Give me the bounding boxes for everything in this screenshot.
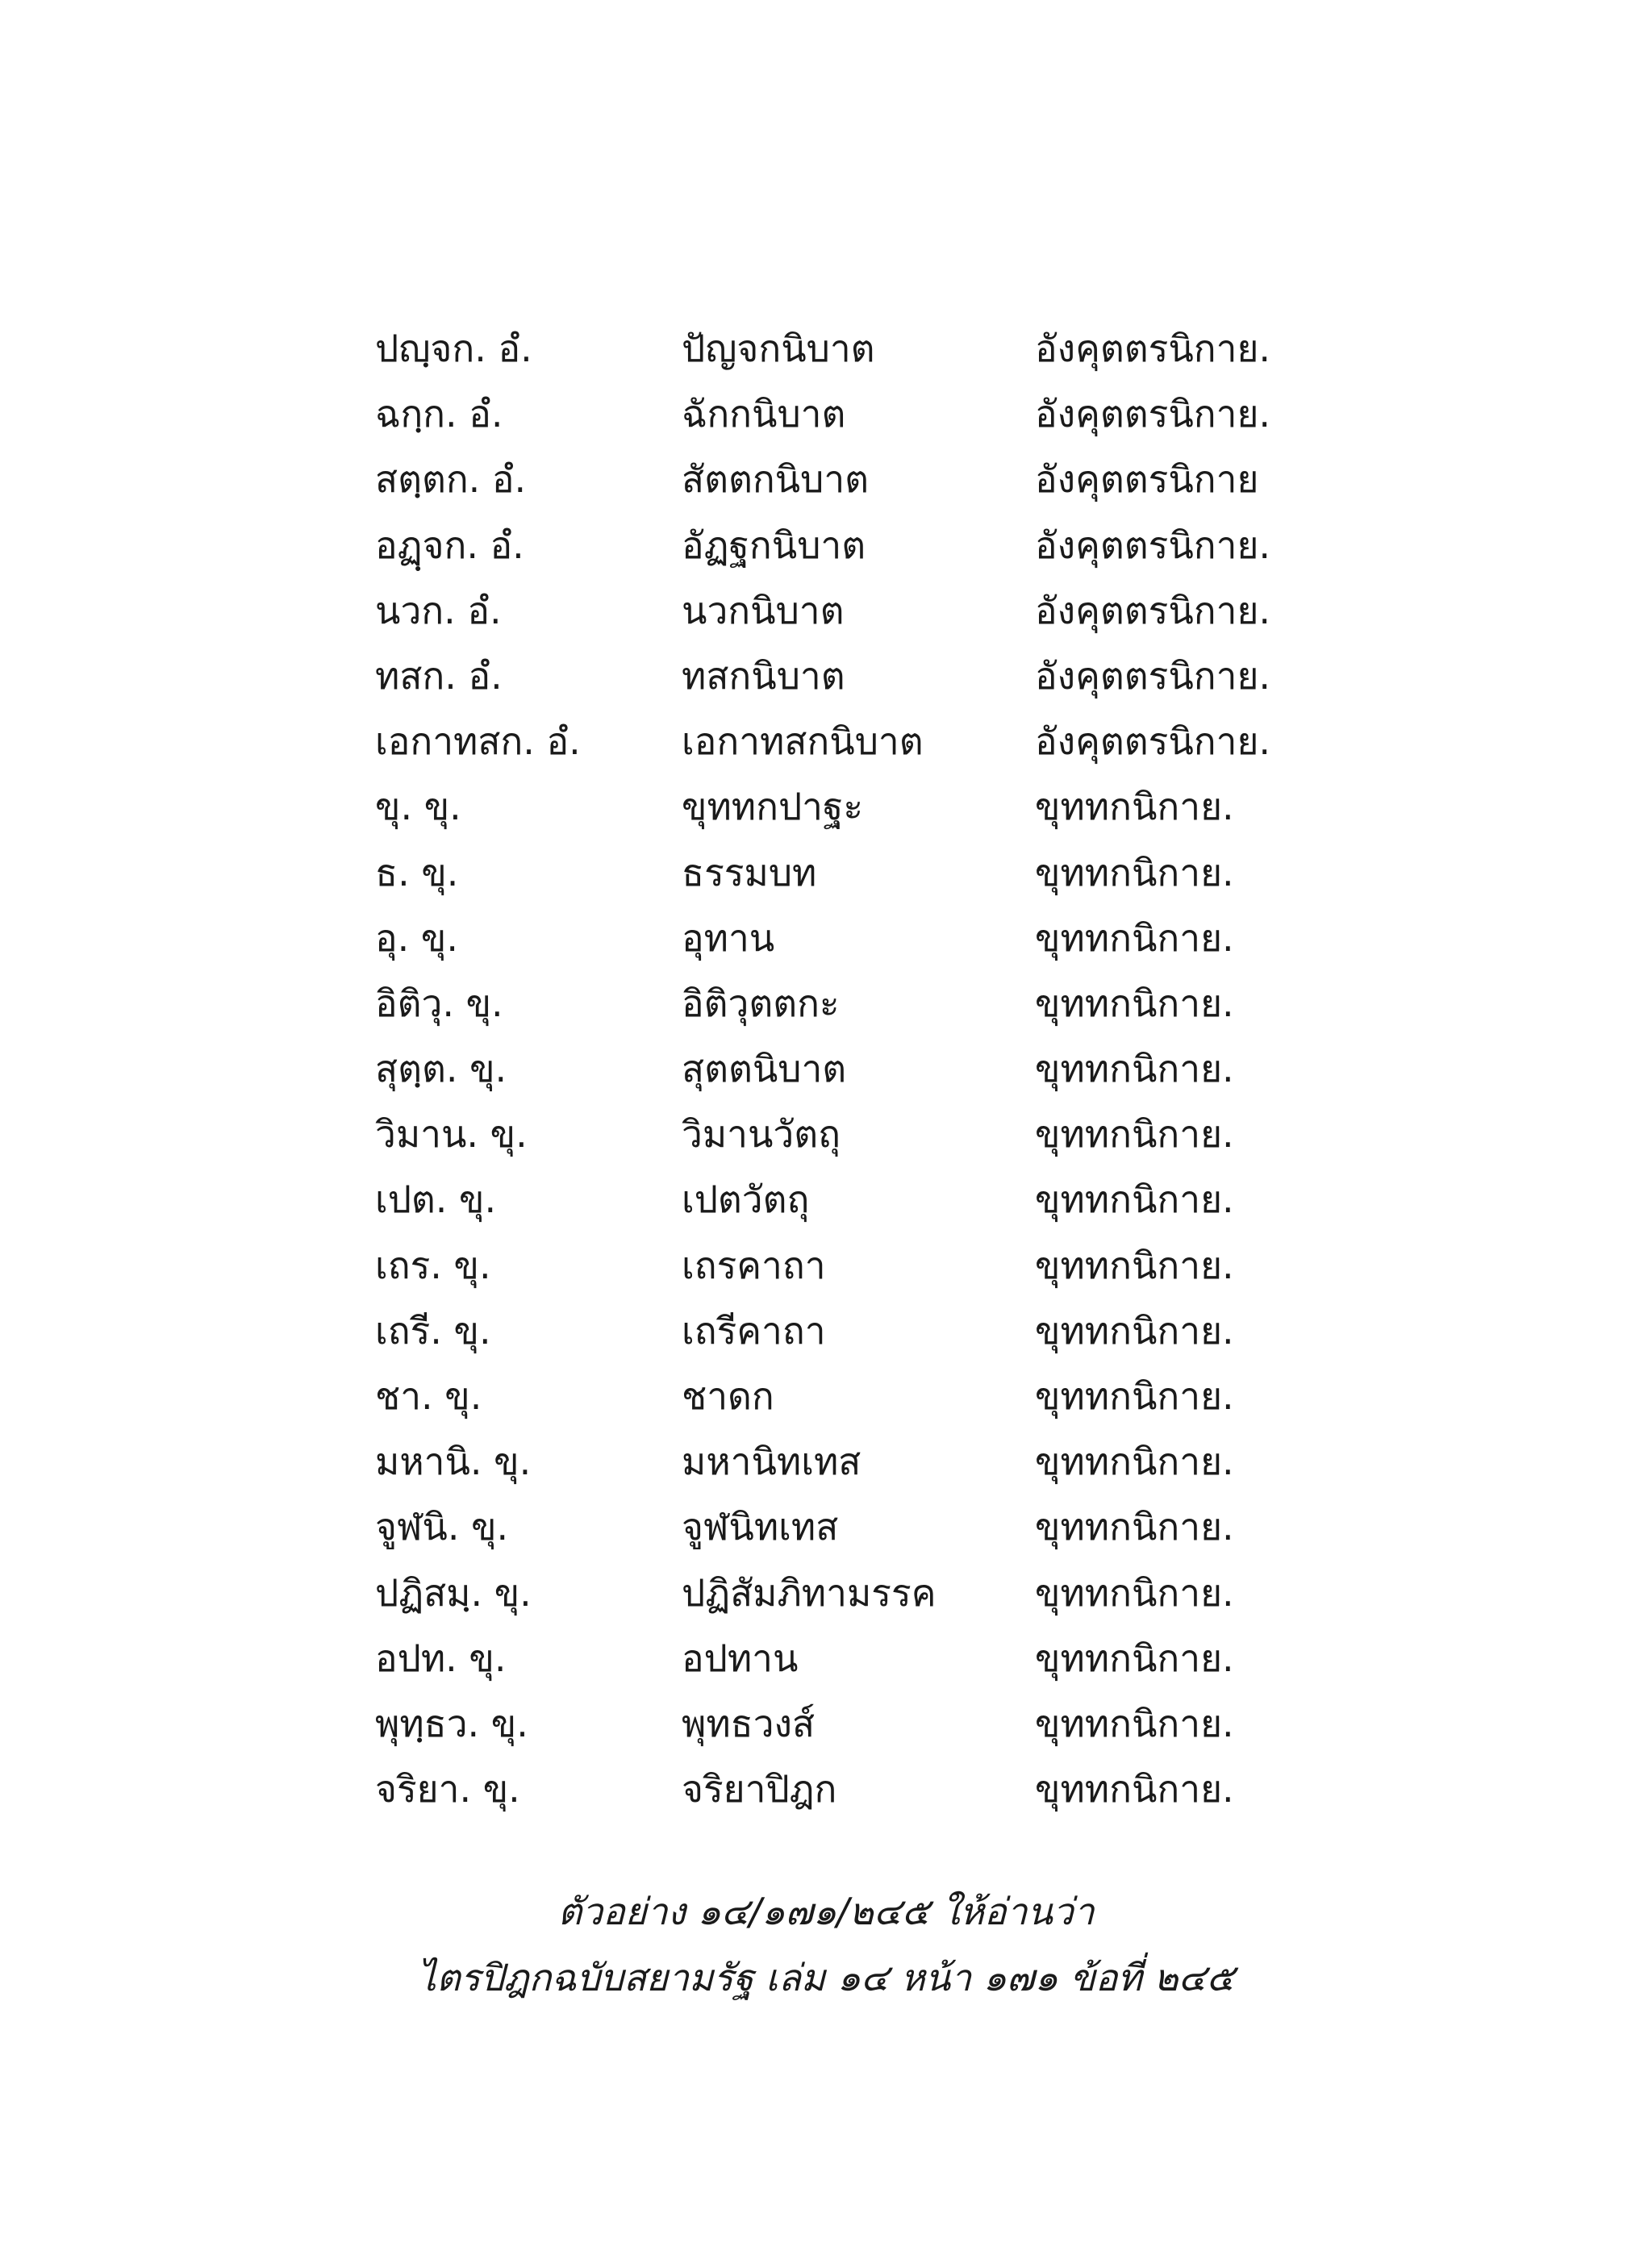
abbreviation-row — [375, 1167, 1343, 1232]
abbreviation-code: พุทฺธว. ขุ. — [375, 1701, 528, 1745]
collection-name: ขุททกนิกาย. — [1035, 785, 1234, 829]
book-name: สุตตนิบาต — [682, 1047, 847, 1091]
abbreviation-row — [375, 1757, 1343, 1822]
abbreviation-code: ฉกฺก. อํ. — [375, 392, 503, 436]
abbreviation-table — [375, 316, 1343, 1822]
book-name: เถรคาถา — [682, 1243, 826, 1287]
book-name: ฉักกนิบาต — [682, 392, 846, 436]
collection-name: ขุททกนิกาย. — [1035, 1701, 1234, 1745]
collection-name: ขุททกนิกาย. — [1035, 1112, 1234, 1157]
collection-name: อังคุตตรนิกาย. — [1035, 327, 1271, 370]
book-name: อิติวุตตกะ — [682, 981, 840, 1025]
abbreviation-code: ปฏิสมฺ. ขุ. — [375, 1570, 532, 1615]
collection-name: ขุททกนิกาย. — [1035, 1636, 1234, 1680]
abbreviation-row — [375, 316, 1343, 381]
abbreviation-row — [375, 447, 1343, 512]
abbreviation-code: สุตฺต. ขุ. — [375, 1047, 507, 1091]
book-name: จูฬนิทเทส — [682, 1505, 839, 1549]
abbreviation-row — [375, 1036, 1343, 1102]
book-name: เปตวัตถุ — [682, 1178, 810, 1222]
abbreviation-code: ธ. ขุ. — [375, 850, 459, 894]
abbreviation-row — [375, 513, 1343, 578]
abbreviation-code: ชา. ขุ. — [375, 1374, 482, 1418]
abbreviation-row — [375, 709, 1343, 774]
book-name: จริยาปิฎก — [682, 1767, 837, 1811]
abbreviation-code: จริยา. ขุ. — [375, 1767, 520, 1811]
abbreviation-row — [375, 971, 1343, 1036]
abbreviation-row — [375, 381, 1343, 447]
book-name: ธรรมบท — [682, 850, 817, 894]
abbreviation-row — [375, 1102, 1343, 1167]
abbreviation-code: เถร. ขุ. — [375, 1243, 491, 1287]
abbreviation-row — [375, 774, 1343, 840]
book-name: วิมานวัตถุ — [682, 1112, 841, 1157]
abbreviation-row — [375, 1561, 1343, 1626]
example-caption-line-2: ไตรปิฎกฉบับสยามรัฐ เล่ม ๑๔ หน้า ๑๗๑ ข้อที่ ๒๔๕ — [417, 1956, 1235, 1999]
book-name: นวกนิบาต — [682, 588, 845, 632]
collection-name: อังคุตตรนิกาย. — [1035, 588, 1271, 632]
book-name: ขุททกปาฐะ — [682, 785, 864, 829]
abbreviation-row — [375, 1691, 1343, 1757]
abbreviation-row — [375, 644, 1343, 709]
collection-name: อังคุตตรนิกาย. — [1035, 653, 1271, 698]
abbreviation-code: อุ. ขุ. — [375, 915, 458, 960]
abbreviation-code: เอกาทสก. อํ. — [375, 719, 581, 764]
abbreviation-code: สตฺตก. อํ. — [375, 457, 527, 502]
abbreviation-row — [375, 1626, 1343, 1691]
collection-name: ขุททกนิกาย. — [1035, 1178, 1234, 1222]
abbreviation-row — [375, 840, 1343, 906]
collection-name: ขุททกนิกาย. — [1035, 1374, 1234, 1418]
collection-name: ขุททกนิกาย. — [1035, 915, 1234, 960]
abbreviation-code: ปญฺจก. อํ. — [375, 327, 532, 370]
collection-name: อังคุตตรนิกาย. — [1035, 523, 1271, 567]
collection-name: ขุททกนิกาย. — [1035, 1505, 1234, 1549]
book-name: ปฏิสัมภิทามรรค — [682, 1570, 937, 1615]
abbreviation-row — [375, 1429, 1343, 1495]
abbreviation-code: นวก. อํ. — [375, 588, 502, 632]
book-name: มหานิทเทส — [682, 1440, 861, 1484]
book-name: อุทาน — [682, 915, 775, 960]
abbreviation-row — [375, 1233, 1343, 1299]
book-name: พุทธวงส์ — [682, 1701, 816, 1745]
abbreviation-code: ทสก. อํ. — [375, 653, 503, 698]
abbreviation-code: เถรี. ขุ. — [375, 1308, 491, 1353]
abbreviation-code: อิติวุ. ขุ. — [375, 981, 503, 1025]
abbreviation-row — [375, 1299, 1343, 1364]
book-name: สัตตกนิบาต — [682, 457, 870, 502]
abbreviation-code: เปต. ขุ. — [375, 1178, 497, 1222]
abbreviation-row — [375, 1495, 1343, 1560]
book-name: เอกาทสกนิบาต — [682, 719, 924, 764]
collection-name: ขุททกนิกาย. — [1035, 850, 1234, 894]
collection-name: ขุททกนิกาย. — [1035, 1047, 1234, 1091]
collection-name: ขุททกนิกาย. — [1035, 1308, 1234, 1353]
collection-name: ขุททกนิกาย. — [1035, 1570, 1234, 1615]
book-name: เถรีคาถา — [682, 1308, 826, 1353]
book-name: ปัญจกนิบาต — [682, 327, 875, 370]
collection-name: อังคุตตรนิกาย. — [1035, 392, 1271, 436]
abbreviation-row — [375, 578, 1343, 644]
abbreviation-row — [375, 1364, 1343, 1429]
collection-name: ขุททกนิกาย. — [1035, 981, 1234, 1025]
collection-name: ขุททกนิกาย. — [1035, 1767, 1234, 1811]
abbreviation-code: ขุ. ขุ. — [375, 785, 461, 829]
abbreviation-code: อปท. ขุ. — [375, 1636, 507, 1680]
abbreviation-code: จูฬนิ. ขุ. — [375, 1505, 509, 1549]
collection-name: อังคุตตรนิกาย — [1035, 457, 1259, 502]
example-caption-line-1: ตัวอย่าง ๑๔/๑๗๑/๒๔๕ ให้อ่านว่า — [557, 1890, 1095, 1933]
book-name: อัฏฐกนิบาต — [682, 523, 866, 567]
abbreviation-row — [375, 906, 1343, 971]
abbreviation-code: อฏฺจก. อํ. — [375, 523, 524, 567]
collection-name: ขุททกนิกาย. — [1035, 1440, 1234, 1484]
abbreviation-code: มหานิ. ขุ. — [375, 1440, 532, 1484]
abbreviation-code: วิมาน. ขุ. — [375, 1112, 528, 1157]
book-name: ทสกนิบาต — [682, 653, 845, 698]
book-name: ชาดก — [682, 1374, 774, 1418]
book-name: อปทาน — [682, 1636, 799, 1680]
collection-name: อังคุตตรนิกาย. — [1035, 719, 1271, 764]
collection-name: ขุททกนิกาย. — [1035, 1243, 1234, 1287]
